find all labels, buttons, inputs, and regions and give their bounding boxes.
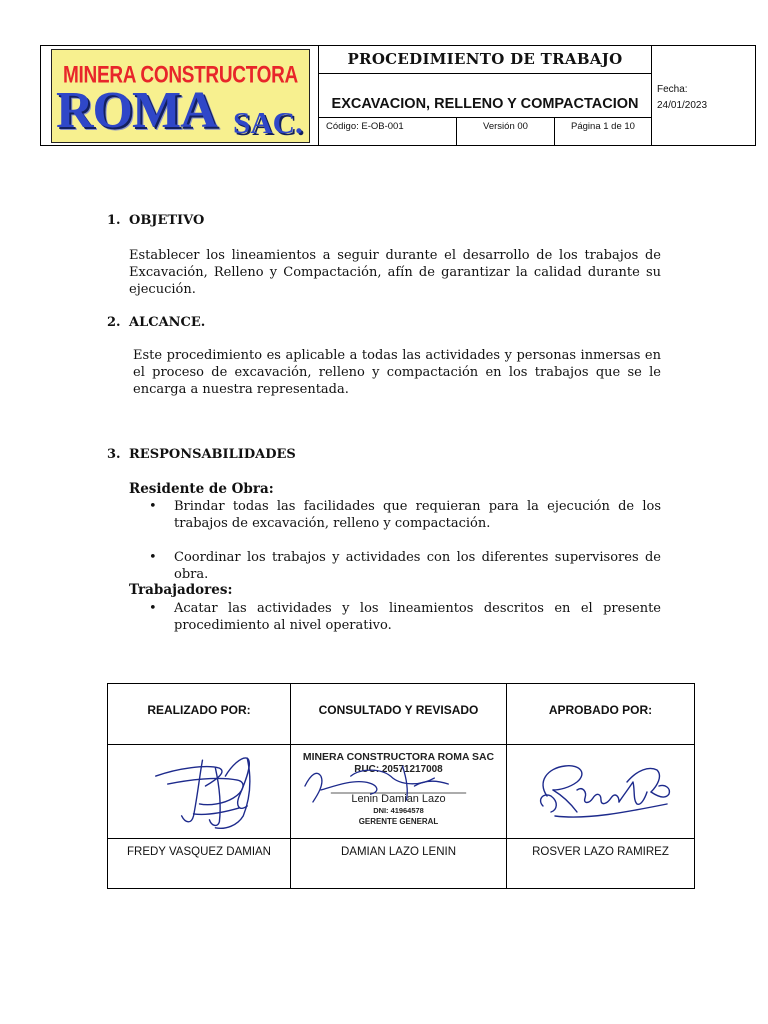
stamp-person: Lenin Damian Lazo [351, 792, 446, 805]
date-label: Fecha: [657, 84, 688, 95]
signature-image [108, 746, 290, 838]
signature-header: CONSULTADO Y REVISADO [291, 684, 506, 745]
document-code: Código: E-OB-001 [319, 118, 457, 145]
list-item-text: Brindar todas las facilidades que requieran para la ejecución de los trabajos de excavación, relleno y compactación. [174, 499, 661, 531]
signature-table [107, 683, 695, 889]
role-trabajadores: Trabajadores: [129, 582, 233, 598]
logo-line-2: ROMA [56, 82, 217, 139]
section-number: 3. [107, 447, 121, 462]
list-item [149, 549, 661, 583]
signature-column-realizado [108, 684, 291, 888]
list-item-text: Acatar las actividades y los lineamientos descritos en el presente procedimiento al nivel operativo. [174, 601, 661, 633]
section-title: OBJETIVO [129, 213, 205, 228]
section-number: 2. [107, 315, 121, 330]
section-objetivo-text: Establecer los lineamientos a seguir durante el desarrollo de los trabajos de Excavación, Relleno y Compactación, afín de garantizar la calidad durante su ejecución. [129, 248, 661, 297]
section-number: 1. [107, 213, 121, 228]
stamp-company: MINERA CONSTRUCTORA ROMA SAC [302, 752, 495, 764]
document-header [40, 45, 756, 146]
logo-line-3: SAC. [233, 105, 303, 140]
stamp-position: GERENTE GENERAL [358, 816, 439, 826]
date-value: 24/01/2023 [657, 100, 708, 111]
date-cell [652, 46, 755, 145]
stamp-ruc: RUC: 20571217008 [354, 764, 443, 776]
signature-column-revisado [291, 684, 507, 888]
signer-name: FREDY VASQUEZ DAMIAN [108, 838, 290, 888]
bullet-icon: • [149, 499, 157, 514]
page-number: Página 1 de 10 [555, 118, 652, 145]
company-stamp [291, 746, 506, 838]
document-version: Versión 00 [457, 118, 555, 145]
section-alcance-text: Este procedimiento es aplicable a todas las actividades y personas inmersas en el proceso de excavación, relleno y compactación en los trabajos que se le encarga a nuestra representada. [133, 348, 661, 397]
signature-header: APROBADO POR: [507, 684, 694, 745]
list-item [149, 600, 661, 634]
role-residente: Residente de Obra: [129, 481, 274, 497]
procedure-title: PROCEDIMIENTO DE TRABAJO [319, 46, 652, 74]
list-item-text: Coordinar los trabajos y actividades con los diferentes supervisores de obra. [174, 550, 661, 582]
logo-cell [41, 46, 319, 145]
signature-image [507, 746, 694, 838]
bullet-icon: • [149, 601, 157, 616]
signer-name: ROSVER LAZO RAMIREZ [507, 838, 694, 888]
section-title: RESPONSABILIDADES [129, 447, 296, 462]
signer-name: DAMIAN LAZO LENIN [291, 838, 506, 888]
logo-line-1: MINERA CONSTRUCTORA [63, 62, 298, 89]
section-title: ALCANCE. [129, 315, 206, 330]
signature-column-aprobado [507, 684, 694, 888]
stamp-dni: DNI: 41964578 [373, 805, 424, 815]
list-item [149, 498, 661, 532]
procedure-subtitle: EXCAVACION, RELLENO Y COMPACTACION [319, 74, 652, 118]
signature-header: REALIZADO POR: [108, 684, 290, 745]
bullet-icon: • [149, 550, 157, 565]
company-logo [51, 49, 310, 143]
